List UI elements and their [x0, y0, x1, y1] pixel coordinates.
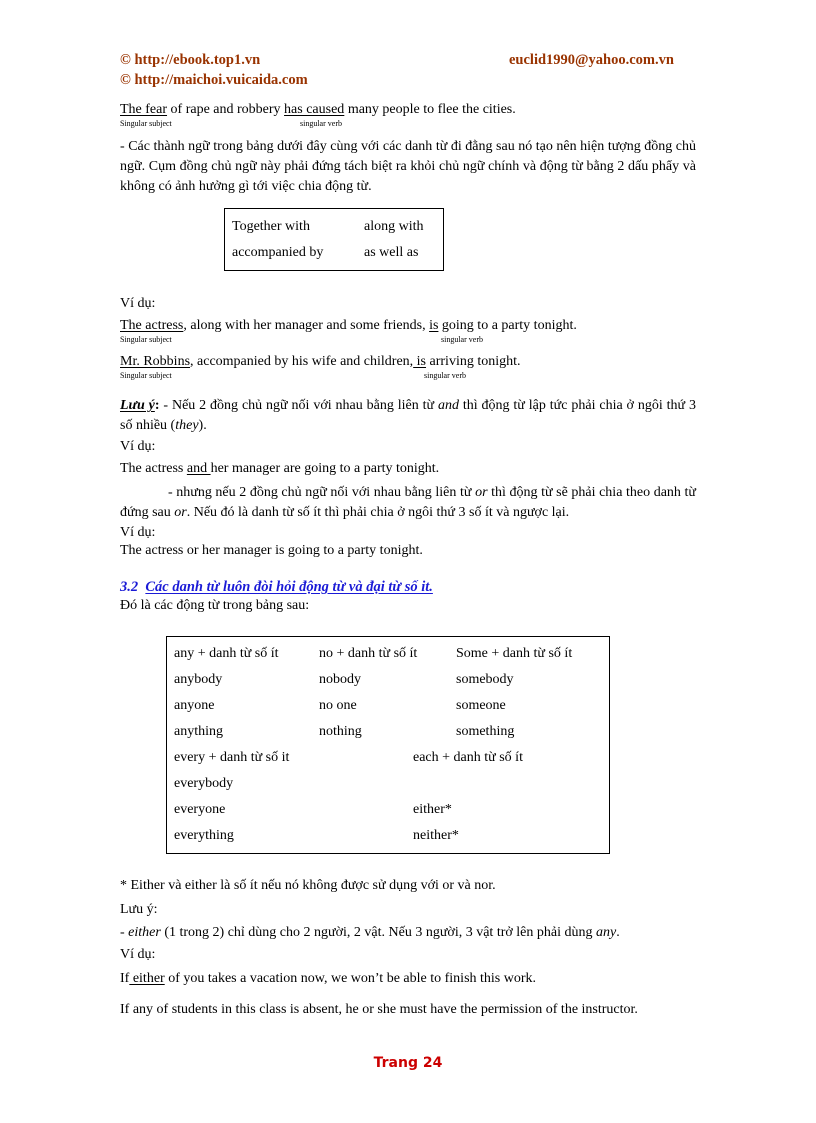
paragraph-or [120, 483, 696, 523]
example-text: If [120, 971, 130, 986]
table-cell: along with [364, 219, 424, 234]
note-either-word: either [128, 925, 161, 940]
example-text: many people to flee the cities. [344, 102, 516, 117]
example-or: The actress or her manager is going to a party tonight. [120, 543, 423, 558]
subject-label: Singular subject [120, 371, 172, 380]
table-cell: everyone [174, 802, 226, 817]
example-text: of you takes a vacation now, we won’t be able to finish this work. [164, 971, 537, 986]
para-or-word: or [174, 505, 187, 520]
example-verb: is [413, 354, 427, 369]
note-dash: - [120, 925, 129, 940]
paragraph-co-subject: - Các thành ngữ trong bảng dưới đây cùng với các danh từ đi đằng sau nó tạo nên hiện tượng đồng chủ ngữ. Cụm đồng chủ ngữ này phải đứng tách biệt ra khỏi chủ ngữ chính và động từ bằng 2 dấu phẩy và không có ảnh hưởng gì tới việc chia động từ. [120, 139, 696, 194]
section-intro: Đó là các động từ trong bảng sau: [120, 598, 310, 613]
note-text: - Nếu 2 đồng chủ ngữ nối với nhau bằng liên từ [159, 398, 438, 413]
table-cell: everything [174, 828, 234, 843]
example-heading: Ví dụ: [120, 947, 156, 962]
co-subject-table [224, 208, 444, 271]
example-either-word: either [129, 971, 165, 986]
example-verb: is [429, 318, 439, 333]
example-heading: Ví dụ: [120, 296, 156, 311]
note-colon: : [154, 398, 160, 413]
note-text: ). [198, 418, 207, 433]
table-cell: as well as [364, 245, 419, 260]
note-heading: Lưu ý: [120, 902, 158, 917]
note-and [120, 396, 696, 436]
note-label: Lưu ý [120, 398, 155, 413]
section-number: 3.2 [120, 579, 139, 595]
para-text: - nhưng nếu 2 đồng chủ ngữ nối với nhau bằng liên từ [168, 485, 476, 500]
example-text: of rape and robbery [167, 102, 285, 117]
table-cell: no + danh từ số ít [319, 646, 418, 661]
para-or-word: or [475, 485, 488, 500]
example-actress [120, 318, 577, 334]
example-robbins [120, 354, 521, 370]
para-text: . Nếu đó là danh từ số ít thì phải chia ở ngôi thứ 3 số ít và ngược lại. [186, 505, 570, 520]
section-heading [120, 579, 433, 596]
subject-label: Singular subject [120, 335, 172, 344]
footnote: * Either và either là số ít nếu nó không được sử dụng với or và nor. [120, 878, 496, 893]
header-link-ebook[interactable]: © http://ebook.top1.vn [120, 52, 261, 68]
table-cell: no one [319, 698, 357, 713]
table-cell: anything [174, 724, 223, 739]
table-cell: Some + danh từ số ít [456, 646, 573, 661]
table-cell: nothing [319, 724, 362, 739]
table-cell: accompanied by [232, 245, 324, 260]
example-text: , along with her manager and some friends, [183, 318, 430, 333]
table-cell: each + danh từ số ít [413, 750, 523, 765]
note-and-word: and [437, 398, 459, 413]
example-subject: Mr. Robbins [120, 354, 191, 369]
example-either [120, 971, 536, 987]
example-subject: The actress [120, 318, 184, 333]
table-cell: anyone [174, 698, 215, 713]
table-cell: either* [413, 802, 452, 817]
example-fear [120, 102, 516, 118]
header-email[interactable]: euclid1990@yahoo.com.vn [509, 52, 674, 68]
example-text: The actress [120, 461, 187, 476]
note-they-word: they [175, 418, 199, 433]
example-conjunction: and [186, 461, 211, 476]
table-cell: every + danh từ số it [174, 750, 290, 765]
table-cell: neither* [413, 828, 459, 843]
page-number: Trang 24 [373, 1055, 443, 1071]
table-cell: any + danh từ số ít [174, 646, 279, 661]
example-text: her manager are going to a party tonight. [210, 461, 440, 476]
section-title: Các danh từ luôn đòi hỏi động từ và đại từ số it. [145, 579, 433, 595]
example-heading: Ví dụ: [120, 525, 156, 540]
note-either [120, 925, 620, 941]
table-cell: everybody [174, 776, 234, 791]
para-text: thì động từ sẽ phải chia theo danh từ đứng sau [120, 485, 696, 520]
table-cell: nobody [319, 672, 361, 687]
example-text: arriving tonight. [426, 354, 521, 369]
header-link-maichoi[interactable]: © http://maichoi.vuicaida.com [120, 72, 308, 88]
note-text: . [616, 925, 620, 940]
note-any-word: any [595, 925, 617, 940]
example-any: If any of students in this class is absent, he or she must have the permission of the instructor. [120, 1002, 638, 1017]
indefinite-table [166, 636, 610, 854]
subject-label: Singular subject [120, 119, 172, 128]
verb-label: singular verb [424, 371, 466, 380]
example-verb: has caused [284, 102, 345, 117]
example-text: going to a party tonight. [438, 318, 577, 333]
table-cell: someone [456, 698, 506, 713]
note-text: (1 trong 2) chỉ dùng cho 2 người, 2 vật. Nếu 3 người, 3 vật trở lên phải dùng [160, 925, 596, 940]
example-text: , accompanied by his wife and children, [190, 354, 414, 369]
table-cell: anybody [174, 672, 223, 687]
table-cell: something [456, 724, 515, 739]
example-heading: Ví dụ: [120, 439, 156, 454]
verb-label: singular verb [441, 335, 483, 344]
note-text: thì động từ lập tức phải chia ở ngôi thứ 3 số nhiều ( [120, 398, 697, 433]
example-subject: The fear [120, 102, 168, 117]
verb-label: singular verb [300, 119, 342, 128]
table-cell: Together with [232, 219, 310, 234]
table-cell: somebody [456, 672, 514, 687]
example-and [120, 461, 439, 477]
